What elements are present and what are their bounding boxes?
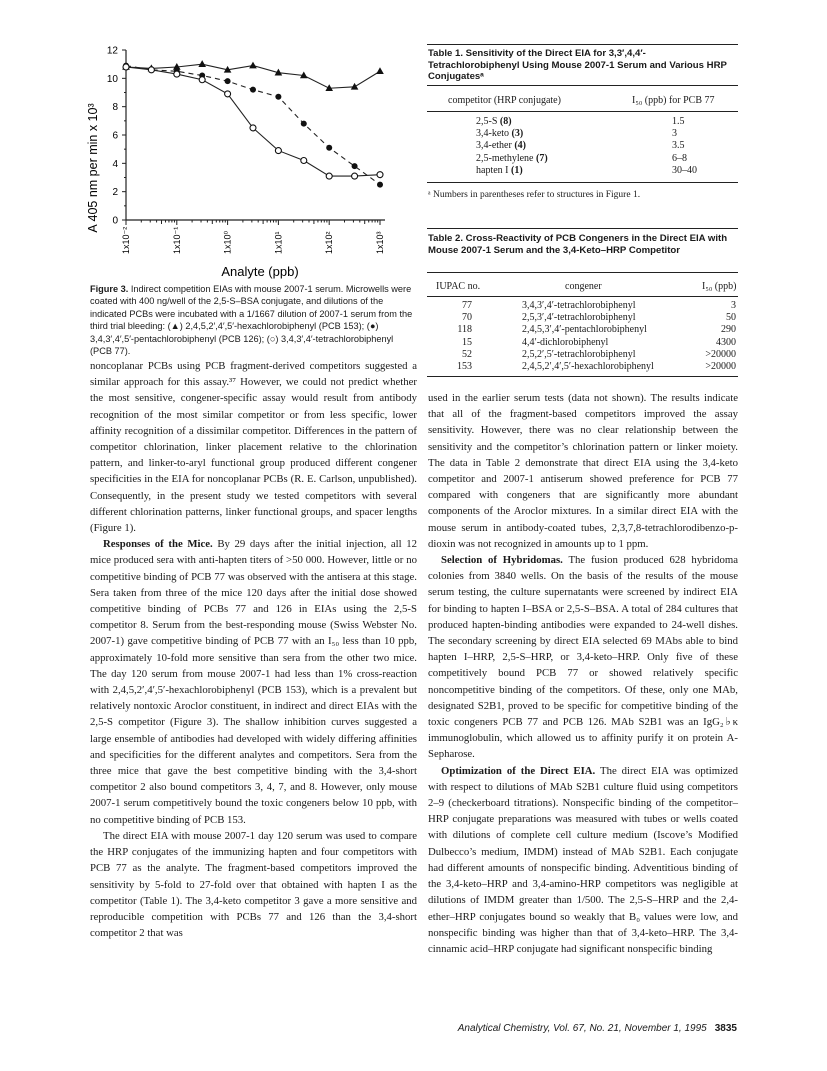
left-paragraph-2: [90, 536, 417, 828]
table2-header-iupac: IUPAC no.: [436, 281, 481, 292]
x-tick-label: 1x10⁰: [222, 230, 233, 254]
figure-3-chart: [80, 40, 410, 280]
right-column: [428, 390, 738, 957]
x-tick-label: 1x10³: [375, 231, 385, 254]
table2-congener-cell: 2,5,2′,5′-tetrachlorobiphenyl: [522, 348, 636, 360]
open-circle-marker: [225, 91, 231, 97]
table1-competitor-cell: 2,5-S (8): [476, 116, 512, 127]
open-circle-marker: [174, 71, 180, 77]
x-tick-label: 1x10⁻¹: [171, 226, 182, 254]
table2-congener-cell: 4,4′-dichlorobiphenyl: [522, 336, 609, 348]
right-paragraph-3: [428, 763, 738, 957]
table2-congener-cell: 3,4,3′,4′-tetrachlorobiphenyl: [522, 300, 636, 311]
table2-header-rule: [427, 272, 738, 273]
series-line: [126, 67, 380, 176]
figure-caption: [90, 283, 417, 357]
table2-value-cell: 3: [731, 300, 736, 311]
table2-iupac-cell: 52: [462, 348, 472, 360]
triangle-marker: [249, 62, 257, 69]
triangle-marker: [198, 60, 206, 67]
table2-iupac-cell: 77: [462, 300, 472, 311]
table1-value-cell: 3: [672, 128, 677, 140]
right-paragraph-2: [428, 552, 738, 763]
y-tick-label: 8: [112, 102, 118, 114]
series-3: [123, 64, 383, 179]
y-tick-label: 2: [112, 187, 118, 199]
triangle-marker: [351, 83, 359, 90]
x-axis-label: Analyte (ppb): [221, 264, 299, 279]
table1-col2-header: I₅₀ (ppb) for PCB 77: [632, 95, 715, 106]
table2-header-i50: I₅₀ (ppb): [702, 281, 737, 292]
table1-bottom-rule: [427, 182, 738, 183]
table1-col1-header: competitor (HRP conjugate): [448, 95, 561, 106]
filled-circle-marker: [275, 94, 281, 100]
left-paragraph-3: The direct EIA with mouse 2007-1 day 120 serum was used to compare the HRP conjugates of the immunizing hapten and four competitors with PCB 77 as the analyte. The fragment-based competitors improved the sensitivity by 5-fold to 27-fold over that obtained with hapten I as the competitor (Table 1). The 3,4-keto competitor 3 gave a more sensitive and reproducible competition with PCBs 77 and 126 than the 3,4-short competitor 2 that was: [90, 829, 417, 940]
table1-subheader-rule: [427, 111, 738, 112]
x-tick-label: 1x10²: [324, 231, 335, 254]
heading-optimization-direct-eia: Optimization of the Direct EIA.: [441, 764, 596, 777]
table2-congener-cell: 2,4,5,2′,4′,5′-hexachlorobiphenyl: [522, 361, 654, 372]
table1-value-cell: 3.5: [672, 140, 685, 152]
table1-competitor-cell: 3,4-keto (3): [476, 128, 524, 140]
table1-value-cell: 6–8: [672, 152, 687, 164]
table2-value-cell: >20000: [705, 361, 736, 372]
open-circle-marker: [199, 77, 205, 83]
x-tick-label: 1x10⁻²: [121, 226, 131, 254]
chart-ticks: [107, 46, 385, 255]
chart-axes: [126, 50, 385, 220]
filled-circle-marker: [225, 78, 231, 84]
page-number: 3835: [714, 1023, 737, 1034]
heading-selection-of-hybridomas: Selection of Hybridomas.: [441, 554, 563, 567]
table2-congener-cell: 2,4,5,3′,4′-pentachlorobiphenyl: [522, 324, 647, 336]
page-footer: [458, 1023, 737, 1034]
table2-top-rule: [427, 228, 738, 229]
table2-value-cell: 290: [721, 324, 736, 336]
y-tick-label: 12: [106, 45, 118, 57]
table2-value-cell: >20000: [705, 348, 736, 360]
figure-caption-text: Indirect competition EIAs with mouse 2007-1 serum. Microwells were coated with 400 ng/well of the 2,5-S–BSA conjugate, and dilutions of the indicated PCBs were incubated with a 1/1667 dilution of 2007-1 serum from the third trial bleeding: (▲) 2,4,5,2′,4′,5′-hexachlorobiphenyl (PCB 153); (●) 3,4,3′,4′,5′-pentachlorobiphenyl (PCB 126); (○) 3,4,3′,4′-tetrachlorobiphenyl (PCB 77).: [90, 284, 413, 357]
table2-value-cell: 4300: [716, 336, 736, 348]
table2-title: Table 2. Cross-Reactivity of PCB Congeners in the Direct EIA with Mouse 2007-1 Serum and the 3,4-Keto–HRP Competitor: [428, 233, 728, 256]
left-paragraph-2-text: By 29 days after the initial injection, all 12 mice produced sera with anti-hapten titers of >50 000. However, little or no competitive binding of PCB 77 was observed with the antisera at this stage. Sera taken from three of the mice 120 days after the initial dose showed competitive binding of PCBs 77 and 126 in EIAs using the 2,5-S competitor 8. Serum from the best-responding mouse (Swiss Webster No. 2007-1) gave competitive binding of PCB 77 with an I₅₀ less than 10 ppb, approximately 10-fold more sensitive than sera from the other two mice. The day 120 serum from mouse 2007-1 had less than 1% cross-reaction with 2,4,5,2′,4′,5′-hexachlorobiphenyl (PCB 153), which is a prevalent but relatively nontoxic Aroclor constituent, in indirect and direct EIAs with the 2,5-S competitor (Figure 3). The shallow inhibition curves suggested a large ensemble of antibodies had developed with widely differing affinities and specificities for the different analytes and competitors. Sera from the three mice that gave the best competitive binding with the 3,4-short competitor 2 also bound competitors 3, 4, 7, and 8. However, only mouse 2007-1 serum competitively bound the toxic congeners below 10 ppb, with no competitive binding of PCB 153.: [90, 538, 417, 826]
y-tick-label: 10: [106, 73, 118, 85]
filled-circle-marker: [352, 163, 358, 169]
table2-iupac-cell: 15: [462, 336, 472, 348]
right-paragraph-3-text: The direct EIA was optimized with respect to dilutions of MAb S2B1 culture fluid using competitors 2–9 (checkerboard titrations). Nonspecific binding of the competitor–HRP conjugate preparations was measured with tubes or wells coated with dilutions of complete cell culture medium (Iscove’s Modified Dulbecco’s medium, IMDM) instead of MAb S2B1. Each conjugate had different amounts of nonspecific binding. Adventitious binding of the 3,4-keto–HRP and 3,4-amino-HRP competitors was negligible at dilutions of IMDM greater than 1/500. The 2,5-S–HRP and the 2,4-ether–HRP conjugates bound so weakly that B₀ values were low, and nonspecific binding was higher than that of 3,4-keto–HRP. The 3,4-cinnamic acid–HRP conjugate had significant nonspecific binding: [428, 764, 738, 955]
table2-iupac-cell: 118: [457, 324, 472, 336]
open-circle-marker: [326, 173, 332, 179]
x-tick-label: 1x10¹: [273, 231, 284, 254]
table1-competitor-cell: 3,4-ether (4): [476, 140, 526, 152]
table1-value-cell: 30–40: [672, 164, 697, 176]
left-paragraph-1: noncoplanar PCBs using PCB fragment-derived competitors suggested a similar approach for this assay.³⁷ However, we could not predict whether the most sensitive, congener-specific assay would result from antibody recognition of the most similar competitor or from less specific, lower affinity recognition of a dissimilar competitor. Differences in the pattern of competitor chlorination, linker placement relative to the chlorination pattern, and linker-to-aryl functional group produced different congener specificities in the EIA for noncoplanar PCBs (R. E. Carlson, unpublished). Consequently, in the present study we tested competitors with several different chlorination patterns, linker functional groups, and spacer lengths (Figure 1).: [90, 360, 417, 535]
table1-competitor-cell: hapten I (1): [476, 164, 523, 176]
table2-bottom-rule: [427, 376, 738, 377]
triangle-marker: [376, 67, 384, 74]
table1-footnote: ᵃ Numbers in parentheses refer to structures in Figure 1.: [428, 190, 641, 200]
table2-congener-cell: 2,5,3′,4′-tetrachlorobiphenyl: [522, 312, 636, 324]
filled-circle-marker: [301, 121, 307, 127]
open-circle-marker: [123, 64, 129, 70]
open-circle-marker: [250, 125, 256, 131]
y-tick-label: 6: [112, 130, 118, 142]
open-circle-marker: [148, 67, 154, 73]
heading-responses-of-mice: Responses of the Mice.: [103, 538, 213, 551]
chart-series: [122, 60, 384, 187]
open-circle-marker: [275, 148, 281, 154]
table1-header-rule: [427, 85, 738, 86]
right-paragraph-2-text: The fusion produced 628 hybridoma colonies from 3840 wells. On the basis of the results of the mouse serum testing, the culture supernatants were screened by indirect EIA for binding to hapten I–BSA or 2,5-S–BSA. A total of 284 cultures that produced hapten-binding antibodies were expanded to 24-well dishes. The secondary screening by direct EIA selected 69 MAbs able to bind hapten I–HRP, 2,5-S–HRP, or 3,4-keto–HRP. Only five of these competitively bound PCB 77 or showed relatively specific noncompetitive binding of the competitors. Of these, only one MAb, designated S2B1, proved to be specific for competitive binding of the toxic congeners PCB 77 and PCB 126. MAb S2B1 was an IgG₂♭κ immunoglobulin, which allowed us to affinity purify it on protein A-Sepharose.: [428, 554, 739, 761]
filled-circle-marker: [377, 182, 383, 188]
filled-circle-marker: [326, 145, 332, 151]
table2-subheader-rule: [427, 296, 738, 297]
open-circle-marker: [301, 158, 307, 164]
table1-value-cell: 1.5: [672, 116, 685, 127]
series-1: [122, 60, 384, 91]
y-tick-label: 0: [112, 215, 118, 227]
right-paragraph-1: used in the earlier serum tests (data not shown). The results indicate that all of the fragment-based competitors improved the assay sensitivity. However, there was no clear relationship between the sensitivity and the competitor’s chlorination pattern or linker moiety. The data in Table 2 demonstrate that direct EIA using the 3,4-keto competitor and 2007-1 antiserum showed preference for PCB 77 compared with congeners that are significantly more abundant components of the Aroclor mixtures. In a similar direct EIA with the mouse serum in antibody-coated tubes, 2,3,7,8-tetrachlorodibenzo-p-dioxin was not recognized in amounts up to 1 ppm.: [428, 392, 738, 550]
open-circle-marker: [352, 173, 358, 179]
table1-competitor-cell: 2,5-methylene (7): [476, 152, 548, 164]
figure-label: Figure 3.: [90, 284, 129, 294]
table1-top-rule: [427, 44, 738, 45]
table1-title: Table 1. Sensitivity of the Direct EIA for 3,3′,4,4′-Tetrachlorobiphenyl Using Mouse 2007-1 Serum and Various HRP Conjugatesᵃ: [428, 48, 727, 82]
y-axis-label: A 405 nm per min x 10³: [86, 103, 100, 233]
left-column: [90, 358, 417, 941]
table2-header-congener: congener: [565, 281, 602, 292]
open-circle-marker: [377, 172, 383, 178]
table2-iupac-cell: 153: [457, 361, 472, 372]
y-tick-label: 4: [112, 158, 118, 170]
filled-circle-marker: [250, 87, 256, 93]
table2-iupac-cell: 70: [462, 312, 472, 324]
table2-value-cell: 50: [726, 312, 736, 324]
journal-citation: Analytical Chemistry, Vol. 67, No. 21, November 1, 1995: [457, 1023, 707, 1034]
